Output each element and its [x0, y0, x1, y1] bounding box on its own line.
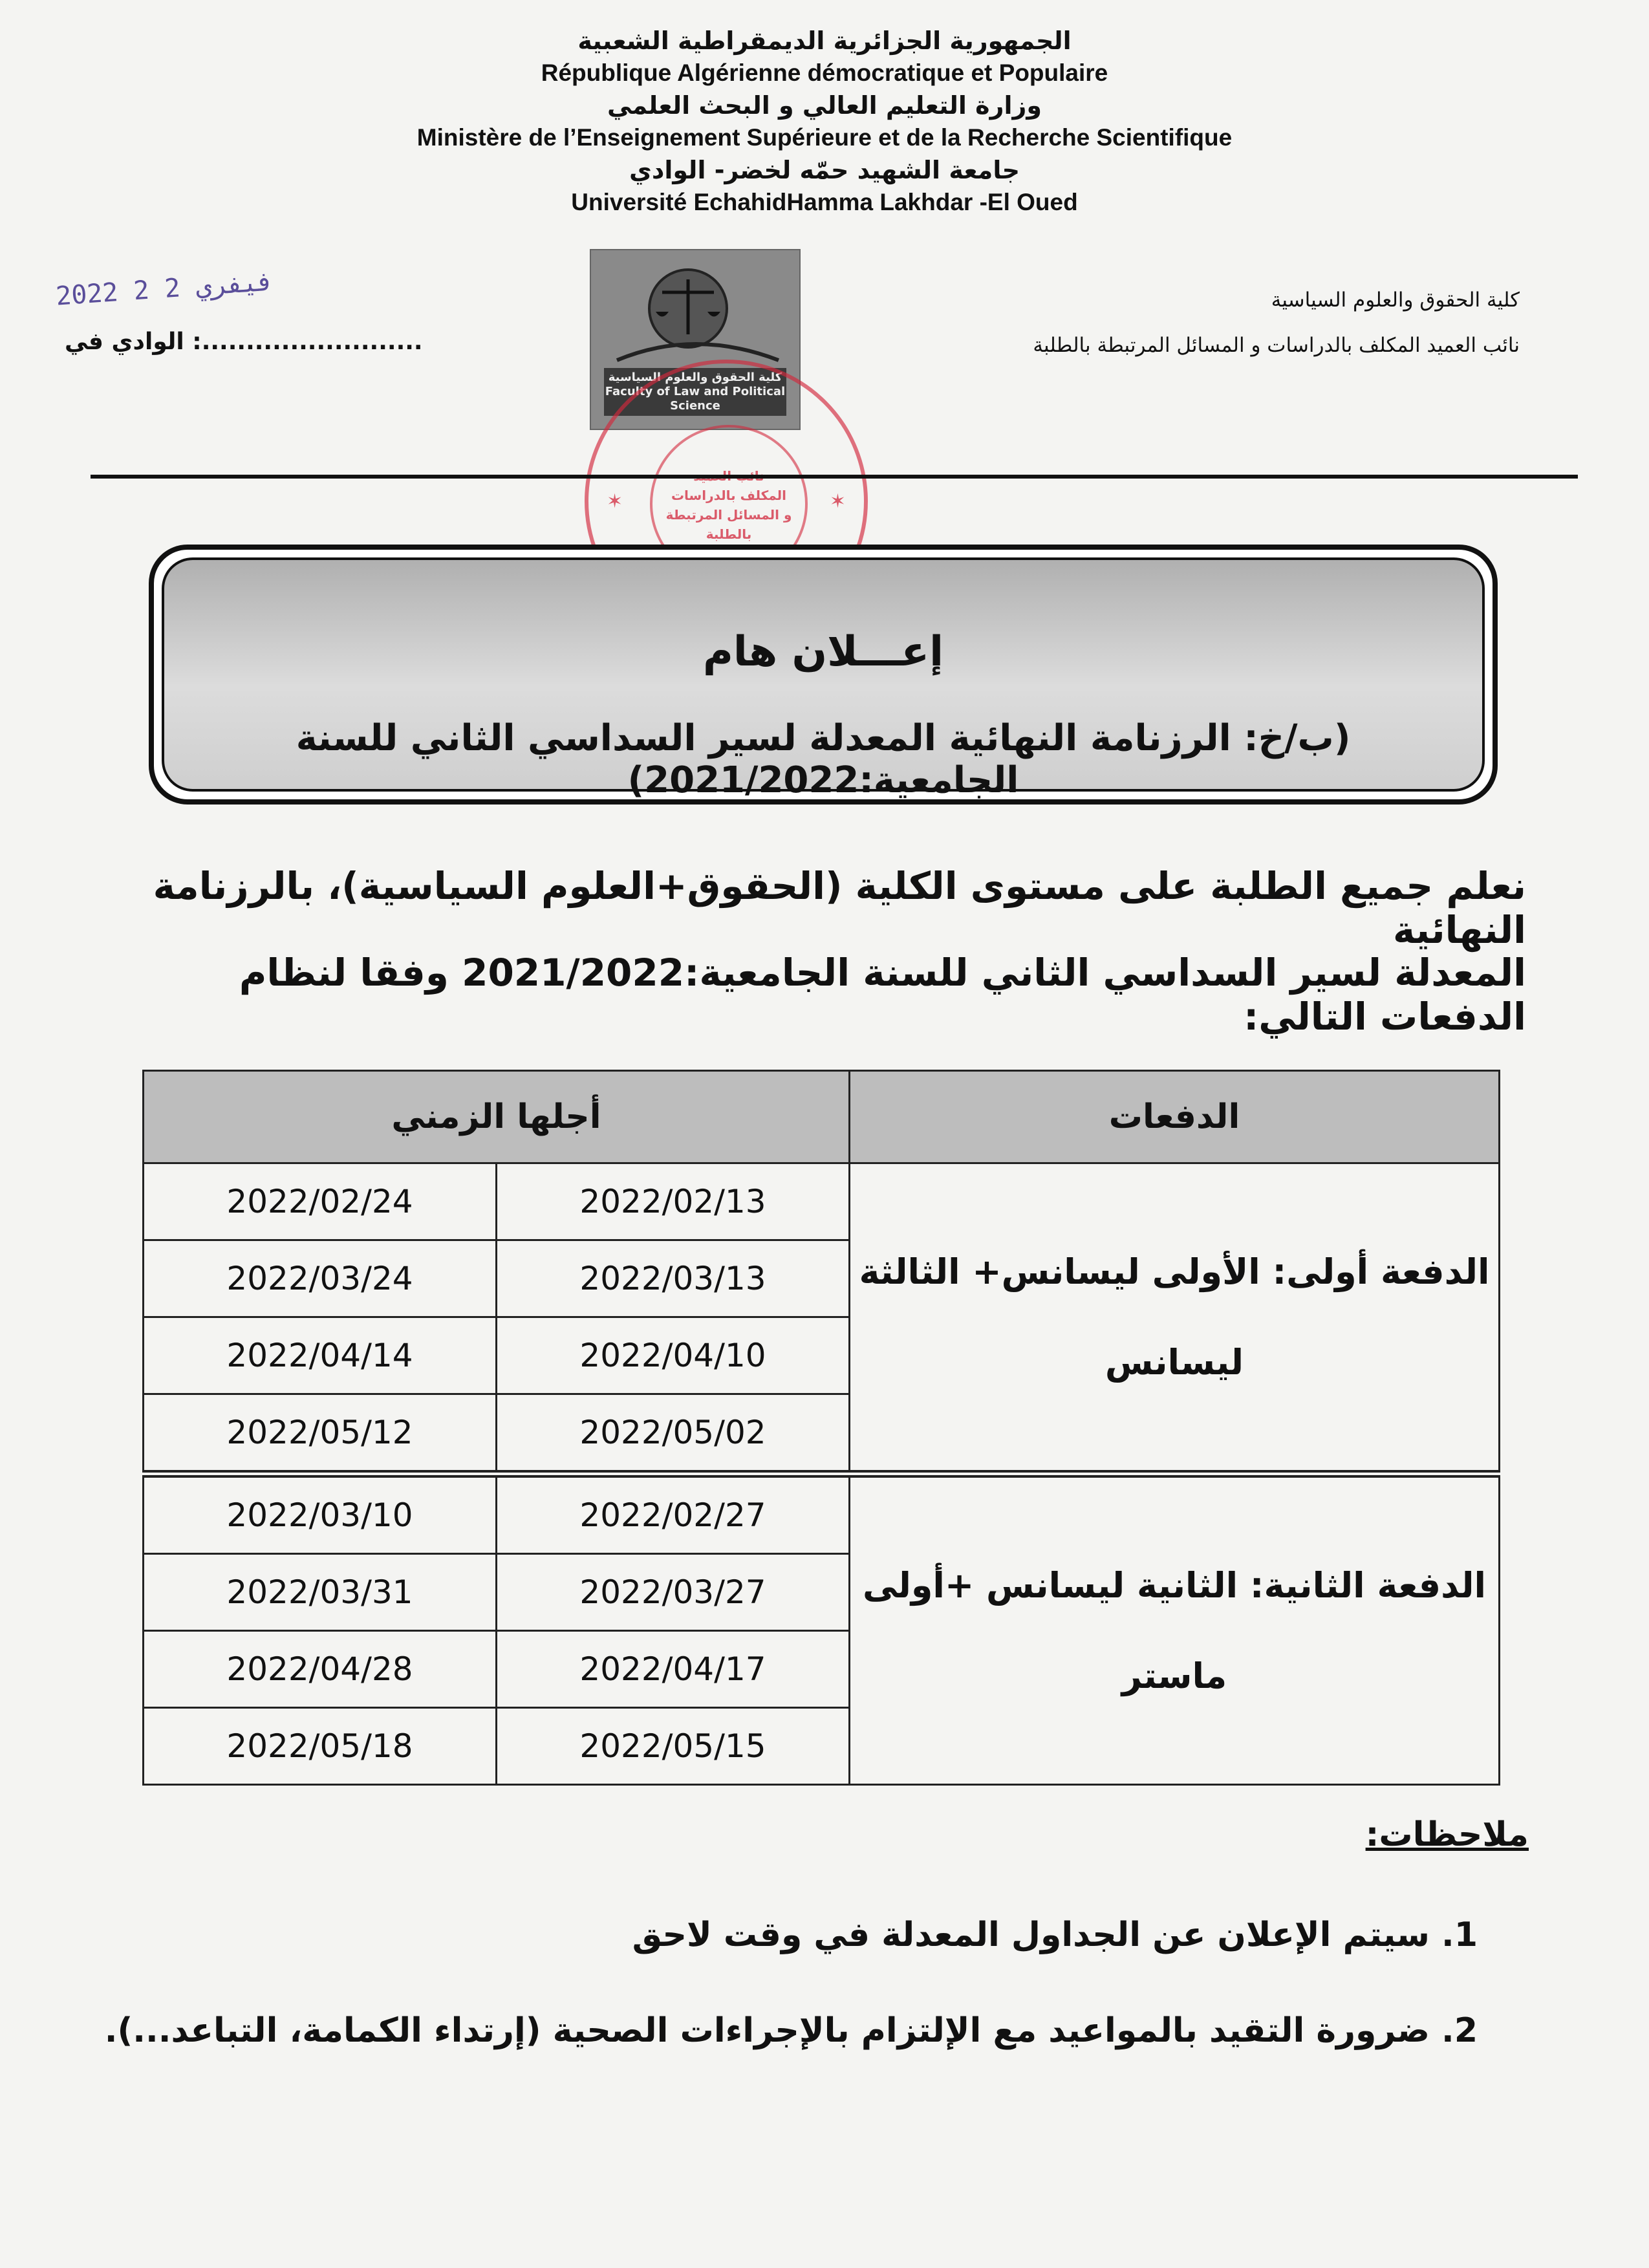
end-date: 2022/04/14 — [144, 1317, 497, 1394]
schedule-table — [142, 1070, 1500, 1786]
end-date: 2022/03/31 — [144, 1554, 497, 1631]
note-item-2: 2. ضرورة التقيد بالمواعيد مع الإلتزام بالإجراءات الصحية (إرتداء الكمامة، التباعد...). — [104, 2011, 1478, 2050]
stamp-line: بالطلبة — [706, 526, 752, 542]
stamp-line: و المسائل المرتبطة — [665, 507, 792, 523]
stamp-line: المكلف بالدراسات — [671, 488, 787, 503]
group-2-label: الدفعة الثانية: الثانية ليسانس +أولى ماستر — [850, 1474, 1500, 1785]
header-divider — [91, 475, 1578, 479]
table-row — [144, 1163, 1500, 1240]
place-date: الوادي في :......................... — [65, 329, 423, 355]
start-date: 2022/02/27 — [497, 1474, 850, 1554]
col-deadline-header: أجلها الزمني — [144, 1071, 850, 1163]
banner-subtitle: (ب/خ: الرزنامة النهائية المعدلة لسير السداسي الثاني للسنة الجامعية:2021/2022) — [296, 717, 1351, 801]
start-date: 2022/03/27 — [497, 1554, 850, 1631]
faculty-office: نائب العميد المكلف بالدراسات و المسائل المرتبطة بالطلبة — [1033, 334, 1520, 357]
intro-line-2: المعدلة لسير السداسي الثاني للسنة الجامعية:2021/2022 وفقا لنظام الدفعات التالي: — [239, 951, 1526, 1039]
scales-of-justice-icon — [591, 250, 799, 367]
group-1-label: الدفعة أولى: الأولى ليسانس+ الثالثة ليسانس — [850, 1163, 1500, 1474]
banner-title: إعـــلان هام — [702, 628, 944, 676]
start-date: 2022/04/17 — [497, 1631, 850, 1708]
announcement-banner — [149, 545, 1498, 805]
start-date: 2022/03/13 — [497, 1240, 850, 1317]
star-icon: ✶ — [829, 490, 846, 513]
faculty-name: كلية الحقوق والعلوم السياسية — [1271, 288, 1520, 312]
university-ar: جامعة الشهيد حمّه لخضر- الوادي — [629, 156, 1020, 184]
date-stamp: 2022 فيفري 2 2 — [54, 266, 275, 312]
star-icon: ✶ — [607, 490, 623, 513]
end-date: 2022/05/18 — [144, 1708, 497, 1785]
start-date: 2022/02/13 — [497, 1163, 850, 1240]
notes-title: ملاحظات: — [1365, 1815, 1529, 1854]
table-row — [144, 1474, 1500, 1554]
intro-line-1: نعلم جميع الطلبة على مستوى الكلية (الحقوق+العلوم السياسية)، بالرزنامة النهائية — [153, 864, 1526, 952]
start-date: 2022/05/02 — [497, 1394, 850, 1474]
logo-caption: كلية الحقوق والعلوم السياسية Faculty of Law and Political Science — [604, 368, 786, 416]
note-item-1: 1. سيتم الإعلان عن الجداول المعدلة في وقت لاحق — [632, 1916, 1478, 1954]
start-date: 2022/05/15 — [497, 1708, 850, 1785]
end-date: 2022/03/24 — [144, 1240, 497, 1317]
col-groups-header: الدفعات — [850, 1071, 1500, 1163]
banner-inner — [162, 557, 1485, 801]
republic-fr: République Algérienne démocratique et Populaire — [541, 59, 1108, 86]
university-fr: Université EchahidHamma Lakhdar -El Oued — [571, 189, 1078, 215]
start-date: 2022/04/10 — [497, 1317, 850, 1394]
end-date: 2022/02/24 — [144, 1163, 497, 1240]
end-date: 2022/04/28 — [144, 1631, 497, 1708]
end-date: 2022/05/12 — [144, 1394, 497, 1474]
table-header-row — [144, 1071, 1500, 1163]
ministry-ar: وزارة التعليم العالي و البحث العلمي — [607, 91, 1042, 120]
end-date: 2022/03/10 — [144, 1474, 497, 1554]
ministry-fr: Ministère de l’Enseignement Supérieure et de la Recherche Scientifique — [416, 124, 1233, 151]
republic-ar: الجمهورية الجزائرية الديمقراطية الشعبية — [577, 27, 1072, 55]
